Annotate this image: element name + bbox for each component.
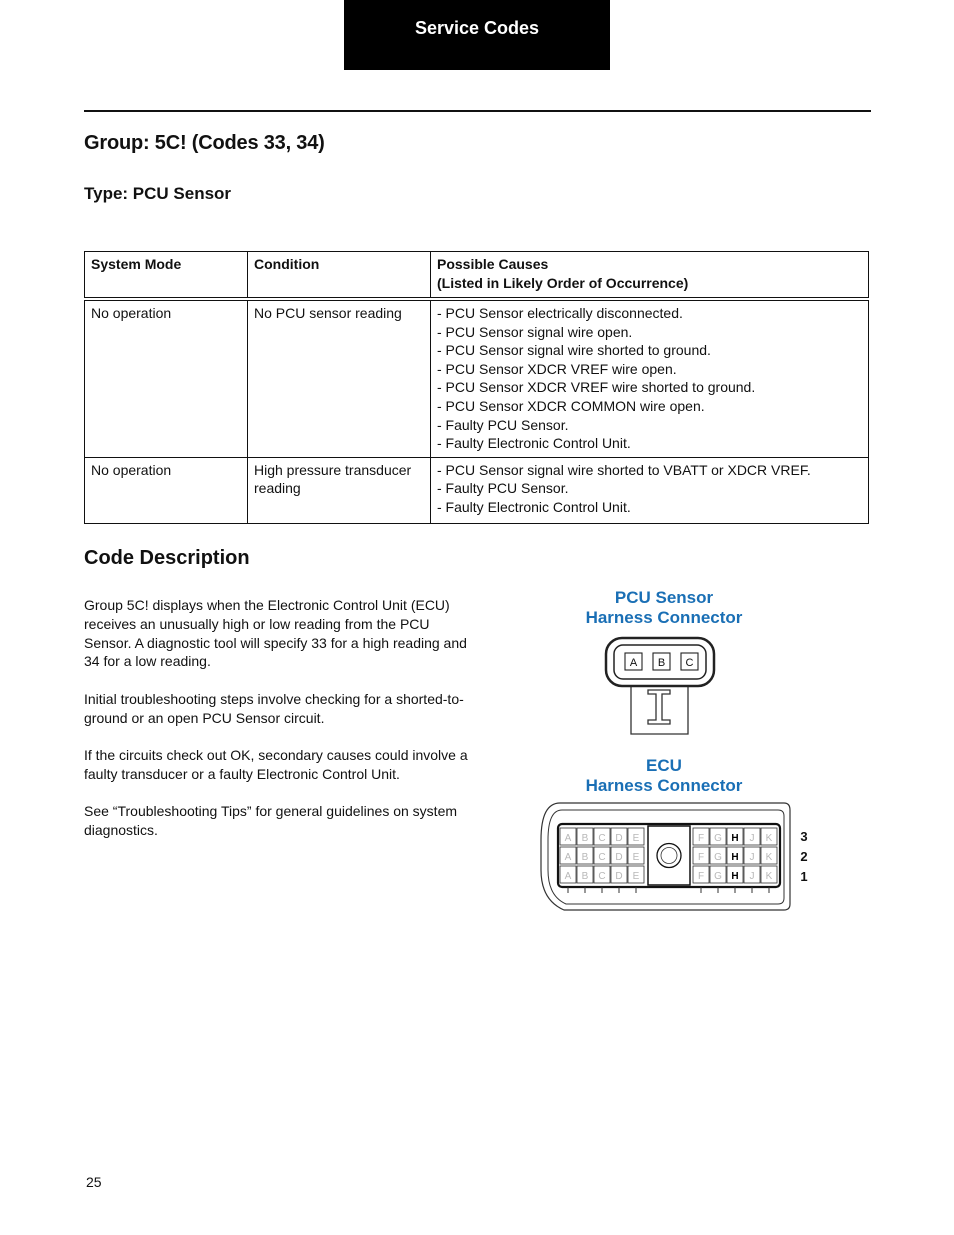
service-code-table xyxy=(84,251,869,524)
pcu-connector-diagram xyxy=(600,634,720,736)
ecu-connector-caption xyxy=(564,756,764,796)
ecu-caption-line2: Harness Connector xyxy=(585,776,743,795)
cause-item: - PCU Sensor XDCR VREF wire shorted to ground. xyxy=(437,379,756,396)
ecu-pin-label: G xyxy=(714,833,722,844)
section-tab xyxy=(344,0,610,70)
pcu-pin-label: C xyxy=(685,657,694,669)
ecu-row-label: 2 xyxy=(800,849,808,864)
ecu-pin-label: J xyxy=(749,852,755,863)
pcu-caption-line1: PCU Sensor xyxy=(614,588,714,607)
ecu-pin-label: C xyxy=(598,871,606,882)
ecu-pin-label: H xyxy=(731,852,739,863)
page-number: 25 xyxy=(86,1174,102,1190)
description-paragraph: Initial troubleshooting steps involve checking for a shorted-to-ground or an open PCU Sensor circuit. xyxy=(84,691,464,726)
ecu-pin-label: D xyxy=(615,852,623,863)
header-rule xyxy=(84,110,871,112)
ecu-pin-label: A xyxy=(564,871,572,882)
ecu-row-label: 1 xyxy=(800,869,808,884)
cause-item: - Faulty Electronic Control Unit. xyxy=(437,498,631,515)
group-title: Group: 5C! (Codes 33, 34) xyxy=(84,132,325,154)
cause-item: - PCU Sensor signal wire open. xyxy=(437,323,633,340)
ecu-row-label: 3 xyxy=(800,829,808,844)
pcu-connector-caption xyxy=(564,588,764,628)
cause-item: - Faulty Electronic Control Unit. xyxy=(437,435,631,452)
ecu-connector-diagram xyxy=(538,800,818,914)
type-title: Type: PCU Sensor xyxy=(84,184,232,203)
row1-system-mode: No operation xyxy=(85,301,248,458)
ecu-pin-label: G xyxy=(714,871,722,882)
ecu-pin-label: B xyxy=(581,871,589,882)
description-paragraph: See “Troubleshooting Tips” for general guidelines on system diagnostics. xyxy=(84,803,458,838)
description-paragraph: If the circuits check out OK, secondary causes could involve a faulty transducer or a faulty Electronic Control Unit. xyxy=(84,747,468,782)
header-possible-causes xyxy=(431,252,869,298)
ecu-pin-label: B xyxy=(581,852,589,863)
header-causes-line2: (Listed in Likely Order of Occurrence) xyxy=(437,274,689,291)
row2-condition: High pressure transducer reading xyxy=(248,457,431,523)
ecu-pin-label: A xyxy=(564,833,572,844)
ecu-pin-label: K xyxy=(765,852,773,863)
section-tab-label: Service Codes xyxy=(414,18,540,38)
ecu-pin-label: E xyxy=(632,852,640,863)
ecu-pin-label: B xyxy=(581,833,589,844)
cause-item: - Faulty PCU Sensor. xyxy=(437,480,569,497)
ecu-pin-label: F xyxy=(697,871,705,882)
table-header-row xyxy=(85,252,869,298)
ecu-pin-label: D xyxy=(615,833,623,844)
ecu-pin-label: D xyxy=(615,871,623,882)
row2-causes xyxy=(431,457,869,523)
ecu-pin-label: G xyxy=(714,852,722,863)
pcu-pin-label: A xyxy=(629,657,638,669)
cause-item: - PCU Sensor XDCR VREF wire open. xyxy=(437,360,677,377)
pcu-caption-line2: Harness Connector xyxy=(585,608,743,627)
cause-item: - Faulty PCU Sensor. xyxy=(437,416,569,433)
ecu-pin-label: F xyxy=(697,852,705,863)
ecu-pin-label: A xyxy=(564,852,572,863)
description-paragraph: Group 5C! displays when the Electronic Control Unit (ECU) receives an unusually high or low reading from the PCU Sensor. A diagnostic tool will specify 33 for a high reading and 34 for a low reading. xyxy=(84,597,467,670)
cause-item: - PCU Sensor signal wire shorted to VBATT or XDCR VREF. xyxy=(437,461,811,478)
row1-condition: No PCU sensor reading xyxy=(248,301,431,458)
ecu-pin-label: E xyxy=(632,871,640,882)
cause-item: - PCU Sensor signal wire shorted to ground. xyxy=(437,342,711,359)
ecu-caption-line1: ECU xyxy=(646,756,682,775)
ecu-pin-label: K xyxy=(765,833,773,844)
table-row xyxy=(85,301,869,458)
code-description-title: Code Description xyxy=(84,547,250,569)
ecu-pin-label: F xyxy=(697,833,705,844)
ecu-pin-label: C xyxy=(598,852,606,863)
ecu-pin-label: H xyxy=(731,833,739,844)
ecu-pin-label: H xyxy=(731,871,739,882)
row1-causes xyxy=(431,301,869,458)
cause-item: - PCU Sensor XDCR COMMON wire open. xyxy=(437,397,705,414)
ecu-pin-label: C xyxy=(598,833,606,844)
ecu-pin-label: E xyxy=(632,833,640,844)
row2-system-mode: No operation xyxy=(85,457,248,523)
cause-item: - PCU Sensor electrically disconnected. xyxy=(437,305,683,321)
ecu-pin-label: J xyxy=(749,833,755,844)
ecu-pin-label: J xyxy=(749,871,755,882)
ecu-pin-label: K xyxy=(765,871,773,882)
header-causes-line1: Possible Causes xyxy=(437,256,549,272)
pcu-pin-label: B xyxy=(657,657,666,669)
header-system-mode: System Mode xyxy=(85,252,248,298)
header-condition: Condition xyxy=(248,252,431,298)
table-row xyxy=(85,457,869,523)
pcu-connector-tab xyxy=(631,684,688,734)
